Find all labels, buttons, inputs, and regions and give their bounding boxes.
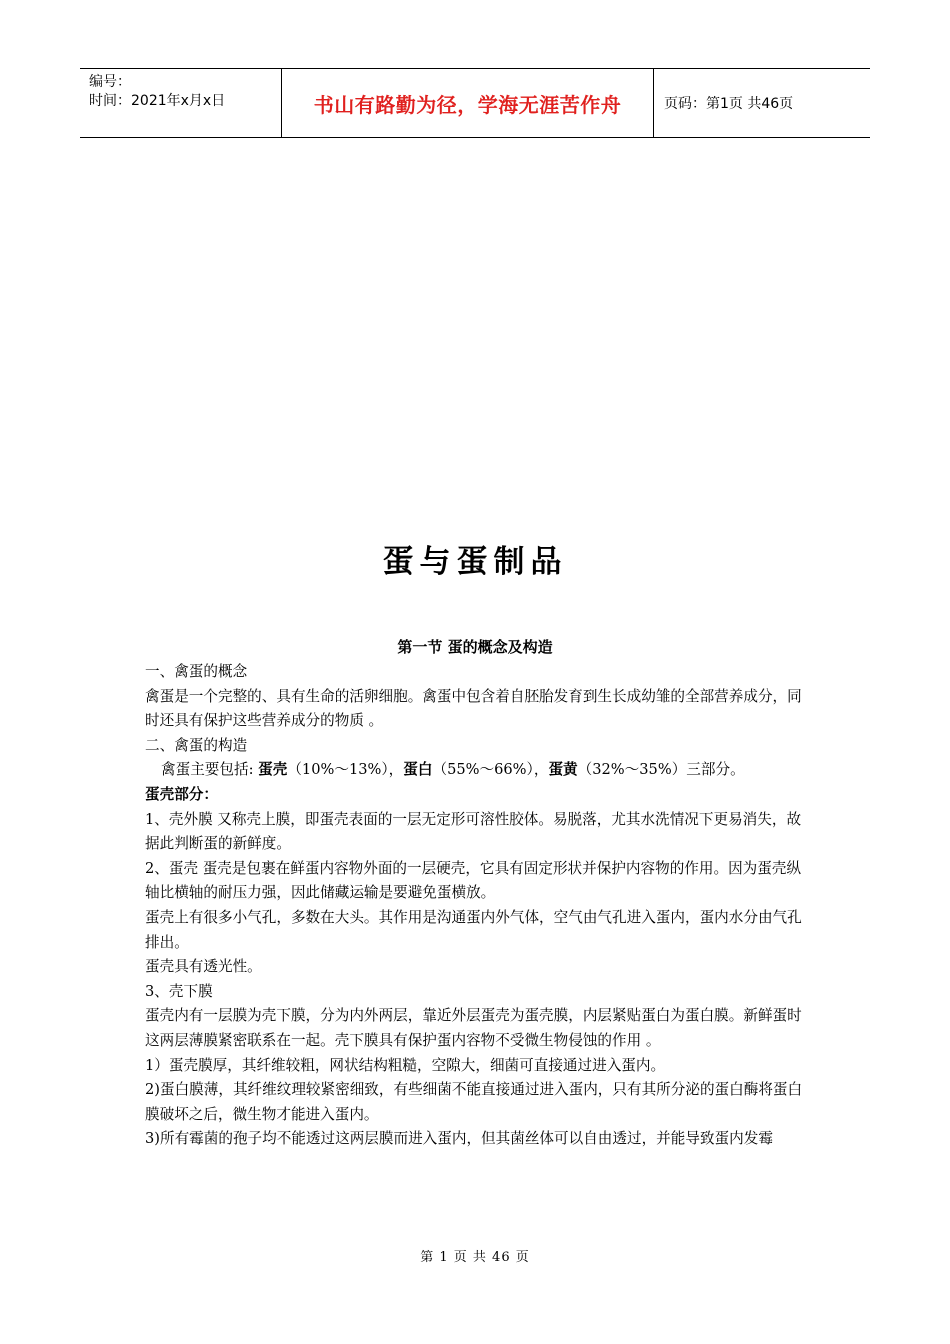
paragraph-membrane: 蛋壳内有一层膜为壳下膜，分为内外两层，靠近外层蛋壳为蛋壳膜，内层紧贴蛋白为蛋白膜。新鲜蛋时这两层薄膜紧密联系在一起。壳下膜具有保护蛋内容物不受微生物侵蚀的作用 。 bbox=[145, 1007, 802, 1049]
header-motto: 书山有路勤为径，学海无涯苦作舟 bbox=[282, 69, 654, 137]
subitem-mold: 3)所有霉菌的孢子均不能透过这两层膜而进入蛋内，但其菌丝体可以自由透过，并能导致蛋内发霉 bbox=[145, 1130, 773, 1148]
paragraph-pores: 蛋壳上有很多小气孔，多数在大头。其作用是沟通蛋内外气体，空气由气孔进入蛋内，蛋内水分由气孔排出。 bbox=[145, 908, 802, 951]
yolk-percent: （32%～35%）三部分。 bbox=[577, 761, 745, 779]
shell-part-heading: 蛋壳部分： bbox=[145, 785, 218, 803]
shell-percent: （10%～13%）， bbox=[287, 761, 404, 779]
white-percent: （55%～66%）， bbox=[432, 761, 549, 779]
white-term: 蛋白 bbox=[403, 761, 433, 779]
paragraph-concept: 禽蛋是一个完整的、具有生命的活卵细胞。禽蛋中包含着自胚胎发育到生长成幼雏的全部营养成分，同时还具有保护这些营养成分的物质 。 bbox=[145, 687, 802, 730]
header-page-info: 页码：第1页 共46页 bbox=[664, 96, 794, 112]
section-title: 第一节 蛋的概念及构造 bbox=[397, 638, 553, 656]
body-content bbox=[145, 660, 810, 1152]
subitem-shell-membrane: 1）蛋壳膜厚，其纤维较粗，网状结构粗糙，空隙大，细菌可直接通过进入蛋内。 bbox=[145, 1056, 666, 1074]
yolk-term: 蛋黄 bbox=[548, 761, 578, 779]
header-meta bbox=[80, 69, 282, 137]
page-footer: 第 1 页 共 46 页 bbox=[420, 1250, 530, 1265]
heading-structure: 二、禽蛋的构造 bbox=[145, 736, 248, 754]
item-eggshell: 2、蛋壳 蛋壳是包裹在鲜蛋内容物外面的一层硬壳，它具有固定形状并保护内容物的作用。因为蛋壳纵轴比横轴的耐压力强，因此储藏运输是要避免蛋横放。 bbox=[145, 859, 802, 902]
subitem-white-membrane: 2)蛋白膜薄，其纤维纹理较紧密细致，有些细菌不能直接通过进入蛋内，只有其所分泌的蛋白酶将蛋白膜破坏之后，微生物才能进入蛋内。 bbox=[145, 1081, 803, 1123]
composition-line bbox=[145, 758, 810, 783]
paragraph-translucent: 蛋壳具有透光性。 bbox=[145, 958, 262, 976]
item-outer-membrane: 1、壳外膜 又称壳上膜，即蛋壳表面的一层无定形可溶性胶体。易脱落，尤其水洗情况下更易消失，故据此判断蛋的新鲜度。 bbox=[145, 810, 802, 853]
shell-term: 蛋壳 bbox=[258, 761, 288, 779]
composition-intro: 禽蛋主要包括: bbox=[161, 761, 259, 779]
time-line: 时间：2021年x月x日 bbox=[89, 93, 226, 109]
page-header bbox=[80, 68, 870, 138]
number-label: 编号： bbox=[89, 74, 131, 90]
document-title: 蛋与蛋制品 bbox=[382, 544, 568, 580]
heading-concept: 一、禽蛋的概念 bbox=[145, 663, 248, 680]
item-shell-membrane: 3、壳下膜 bbox=[145, 982, 213, 1000]
